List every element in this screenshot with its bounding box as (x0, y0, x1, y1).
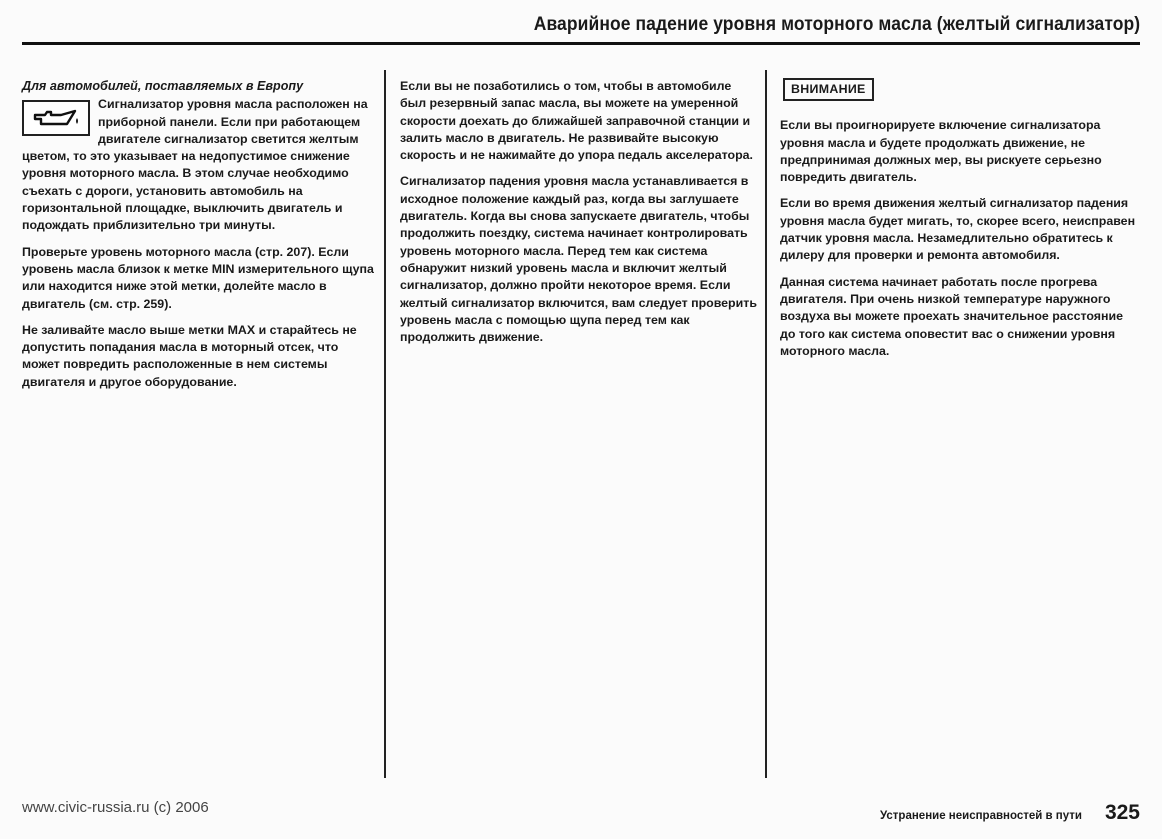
paragraph: Сигнализатор уровня масла расположен на приборной панели. Если при работающем двигателе сигнализатор светится желтым цветом, то это указывает на недопустимое снижение уровня моторного масла. В этом случае необходимо съехать с дороги, установить автомобиль на горизонтальной площадке, выключить двигатель и подождать приблизительно три минуты. (22, 97, 368, 233)
footer-url: www.civic-russia.ru (c) 2006 (22, 799, 209, 816)
page-number: 325 (1104, 801, 1140, 824)
column-2 (400, 78, 760, 355)
section-subheading: Для автомобилей, поставляемых в Европу (22, 79, 304, 93)
paragraph: Если вы не позаботились о том, чтобы в автомобиле был резервный запас масла, вы можете на умеренной скорости доехать до ближайшей заправочной станции и залить масло в двигатель. Не развивайте высокую скорость и не нажимайте до упора педаль акселератора. (400, 79, 753, 163)
paragraph: Если во время движения желтый сигнализатор падения уровня масла будет мигать, то, скорее всего, неисправен датчик уровня масла. Незамедлительно обратитесь к дилеру для проверки и ремонта автомобиля. (780, 196, 1136, 263)
paragraph: Если вы проигнорируете включение сигнализатора уровня масла и будете продолжать движение, не предпринимая должных мер, вы рискуете серьезно повредить двигатель. (780, 118, 1102, 185)
column-divider-2 (765, 70, 767, 778)
paragraph: Сигнализатор падения уровня масла устанавливается в исходное положение каждый раз, когда вы заглушаете двигатель. Когда вы снова запускаете двигатель, чтобы продолжить поездку, система начинает контролировать уровень моторного масла. Перед тем как система обнаружит низкий уровень масла и включит желтый сигнализатор, должно пройти некоторое время. Если желтый сигнализатор включится, вам следует проверить уровень масла с помощью щупа перед тем как продолжить движение. (400, 174, 757, 345)
paragraph: Данная система начинает работать после прогрева двигателя. При очень низкой температуре наружного воздуха вы можете проехать значительное расстояние до того как система оповестит вас о снижении уровня моторного масла. (780, 274, 1124, 358)
warning-label: ВНИМАНИЕ (783, 78, 874, 101)
title-rule (22, 42, 1140, 45)
column-1 (22, 78, 374, 400)
paragraph: Не заливайте масло выше метки MAX и старайтесь не допустить попадания масла в моторный отсек, что может повредить расположенные в нем системы двигателя и другое оборудование. (22, 322, 357, 389)
column-3 (780, 78, 1140, 369)
paragraph: Проверьте уровень моторного масла (стр. 207). Если уровень масла близок к метке MIN измерительного щупа или находится ниже этой метки, долейте масло в двигатель (см. стр. 259). (22, 244, 374, 311)
page-title: Аварийное падение уровня моторного масла (желтый сигнализатор) (533, 14, 1140, 35)
column-divider-1 (384, 70, 386, 778)
footer-section-title: Устранение неисправностей в пути (879, 810, 1082, 822)
oil-can-icon (22, 100, 90, 136)
